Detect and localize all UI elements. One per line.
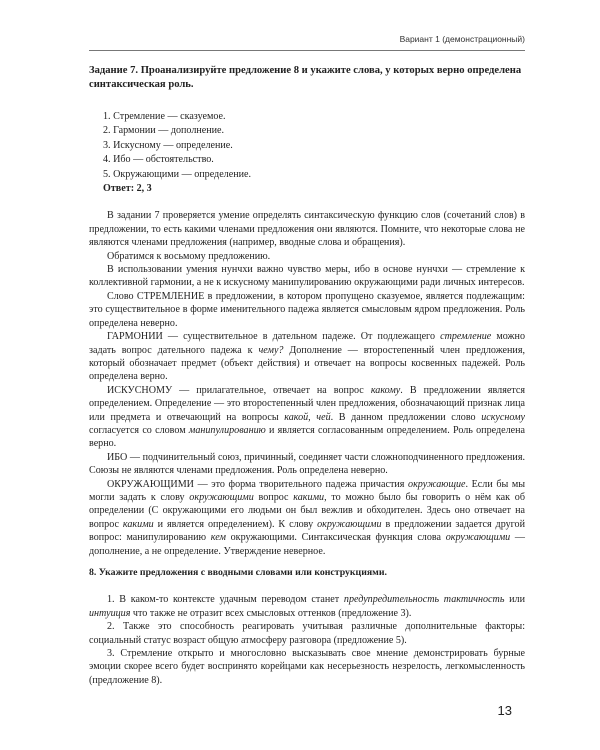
page-number: 13 bbox=[497, 703, 512, 718]
variant-label: Вариант 1 (демонстрационный) bbox=[399, 34, 525, 44]
explanation-paragraph: Обратимся к восьмому предложению. bbox=[107, 250, 271, 262]
option-1: 1. Стремление — сказуемое. bbox=[103, 111, 226, 122]
task8-title: 8. Укажите предложения с вводными словами или конструкциями. bbox=[89, 567, 387, 578]
task8-item-2: 2. Также это способность реагировать учитывая различные дополнительные факторы: социальный статус возраст общую атмосферу разговора (предложение 5). bbox=[89, 621, 525, 646]
explanation-paragraph: ИБО — подчинительный союз, причинный, соединяет части сложноподчиненного предложения. Союзы не являются членами предложения. Роль определена неверно. bbox=[89, 451, 525, 477]
option-5: 5. Окружающими — определение. bbox=[103, 168, 251, 180]
quoted-sentence-8: В использовании умения нунчхи важно чувство меры, ибо в основе нунчхи — стремление к коллективной гармонии, а не к искусному манипулированию окружающими ради личных интересов. bbox=[89, 264, 525, 289]
explanation-paragraph: ГАРМОНИИ — существительное в дательном падеже. От подлежащего стремление можно задать вопрос дательного падежа к чему? Дополнение — второстепенный член предложения, который обозначает предмет (объект действия) и отвечает на вопросы косвенных падежей. Роль определена верно. bbox=[89, 331, 525, 383]
task8-item-3: 3. Стремление открыто и многословно высказывать свое мнение демонстрировать бурные эмоции скорее всего будет воспринято корейцами как несерьезность незрелость, легкомысленность (предложение 8). bbox=[89, 648, 525, 686]
explanation-paragraph: ОКРУЖАЮЩИМИ — это форма творительного падежа причастия окружающие. Если бы мы могли задать к слову окружающими вопрос какими, то можно было бы говорить о нём как об определении (С окружающими его людьми он был вежлив и обходителен. Здесь оно отвечает на вопрос какими и является определением). К слову окружающими в предложении задается другой вопрос: манипулированию кем окружающими. Синтаксическая функция слова окружающими — дополнение, а не определение. Утверждение неверное. bbox=[89, 478, 526, 557]
task7-answer: Ответ: 2, 3 bbox=[103, 183, 152, 195]
page-content bbox=[89, 64, 525, 687]
task7-options bbox=[103, 110, 525, 195]
option-2: 2. Гармонии — дополнение. bbox=[103, 125, 225, 137]
explanation-paragraph: Слово СТРЕМЛЕНИЕ в предложении, в котором пропущено сказуемое, является подлежащим: это существительное в форме именительного падежа является смысловым ядром предложения. Роль определена неверно. bbox=[89, 290, 525, 329]
explanation-paragraph: В задании 7 проверяется умение определять синтаксическую функцию слов (сочетаний слов) в предложении, то есть какими членами предложения они являются. Помните, что некоторые слова не являются членами предложения (например, вводные слова и обращения). bbox=[89, 210, 525, 249]
option-3: 3. Искусному — определение. bbox=[103, 139, 233, 151]
explanation-paragraph: ИСКУСНОМУ — прилагательное, отвечает на вопрос какому. В предложении является определением. Определение — это второстепенный член предложения, обозначающий признак лица или предмета и отвечающий на вопросы какой, чей. В данном предложении слово искусному согласуется со словом манипулированию и является согласованным определением. Роль определена верно. bbox=[89, 384, 525, 450]
task7-title: Задание 7. Проанализируйте предложение 8 и укажите слова, у которых верно определена синтаксическая роль. bbox=[89, 65, 522, 90]
running-header bbox=[89, 32, 525, 51]
task8-item-1: 1. В каком-то контексте удачным переводом станет предупредительность тактичность или интуиция что также не отразит всех смысловых оттенков (предложение 3). bbox=[89, 594, 525, 619]
option-4: 4. Ибо — обстоятельство. bbox=[103, 154, 214, 166]
